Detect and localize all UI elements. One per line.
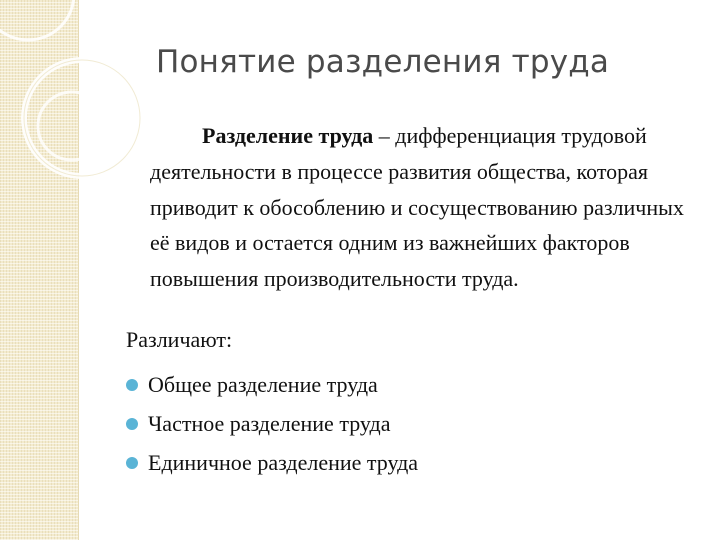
list-item-label: Единичное разделение труда (148, 449, 419, 475)
slide-title: Понятие разделения труда (156, 44, 610, 80)
distinguish-label: Различают: (126, 327, 233, 352)
definition-text: – дифференциация трудовой деятельности в процессе развития общества, которая приводит к обособлению и сосуществованию различных её видов и остается одним из важнейших факторов повышения производительности труда. (150, 123, 684, 292)
bullet-dot-icon (126, 379, 138, 391)
list-item (126, 365, 418, 404)
definition-term: Разделение труда (202, 123, 374, 148)
list-item-label: Частное разделение труда (148, 410, 391, 436)
bullet-dot-icon (126, 418, 138, 430)
list-item (126, 404, 418, 443)
list-item (126, 443, 418, 482)
list-item-label: Общее разделение труда (148, 371, 378, 397)
bullet-list (126, 365, 418, 482)
definition-paragraph (150, 118, 706, 297)
bullet-dot-icon (126, 457, 138, 469)
decorative-side-strip (0, 0, 79, 540)
